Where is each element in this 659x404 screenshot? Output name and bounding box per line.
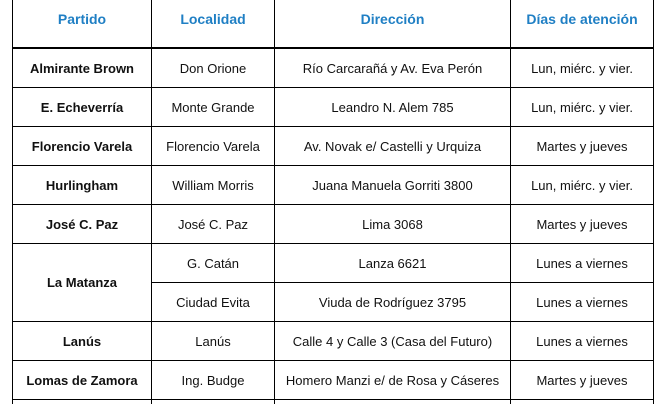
table-row (13, 166, 654, 205)
cell-dias: Lun, miérc. y vier. (511, 166, 654, 205)
cell-partido: José C. Paz (13, 205, 152, 244)
cell-direccion: Juana Manuela Gorriti 3800 (275, 166, 511, 205)
cell-partido: Almirante Brown (13, 48, 152, 88)
table-row (13, 361, 654, 400)
header-direccion: Dirección (275, 0, 511, 48)
cell-localidad: Don Orione (152, 48, 275, 88)
cell-partido: Hurlingham (13, 166, 152, 205)
cell-direccion: Calle 4 y Calle 3 (Casa del Futuro) (275, 322, 511, 361)
cell-partido: E. Echeverría (13, 88, 152, 127)
cell-direccion: Lanza 6621 (275, 244, 511, 283)
table-row (13, 322, 654, 361)
cell-partido (13, 400, 152, 404)
cell-dias: Lunes a viernes (511, 322, 654, 361)
table-row (13, 48, 654, 88)
cell-dias (511, 400, 654, 404)
table-row (13, 127, 654, 166)
cell-partido: Florencio Varela (13, 127, 152, 166)
cell-localidad: Ing. Budge (152, 361, 275, 400)
cell-localidad: Ciudad Evita (152, 283, 275, 322)
cell-dias: Lun, miérc. y vier. (511, 48, 654, 88)
cell-localidad: G. Catán (152, 244, 275, 283)
cell-dias: Martes y jueves (511, 205, 654, 244)
cell-partido: Lanús (13, 322, 152, 361)
cell-dias: Lunes a viernes (511, 283, 654, 322)
table-row (13, 205, 654, 244)
cell-localidad: José C. Paz (152, 205, 275, 244)
cell-direccion: Homero Manzi e/ de Rosa y Cáseres (275, 361, 511, 400)
cell-direccion: Av. Novak e/ Castelli y Urquiza (275, 127, 511, 166)
table-row (13, 88, 654, 127)
cell-direccion: Lima 3068 (275, 205, 511, 244)
cell-direccion: Viuda de Rodríguez 3795 (275, 283, 511, 322)
cell-localidad (152, 400, 275, 404)
cell-localidad: Monte Grande (152, 88, 275, 127)
cell-localidad: William Morris (152, 166, 275, 205)
header-dias: Días de atención (511, 0, 654, 48)
cell-dias: Martes y jueves (511, 361, 654, 400)
cell-direccion: Leandro N. Alem 785 (275, 88, 511, 127)
cell-dias: Lun, miérc. y vier. (511, 88, 654, 127)
cell-direccion (275, 400, 511, 404)
cell-dias: Martes y jueves (511, 127, 654, 166)
header-partido: Partido (13, 0, 152, 48)
cell-partido: Lomas de Zamora (13, 361, 152, 400)
header-localidad: Localidad (152, 0, 275, 48)
locations-table (12, 0, 654, 404)
table-container (12, 0, 659, 404)
table-row (13, 244, 654, 283)
cell-dias: Lunes a viernes (511, 244, 654, 283)
header-row (13, 0, 654, 48)
cell-partido: La Matanza (13, 244, 152, 322)
cell-localidad: Florencio Varela (152, 127, 275, 166)
cell-localidad: Lanús (152, 322, 275, 361)
table-row (13, 400, 654, 404)
cell-direccion: Río Carcarañá y Av. Eva Perón (275, 48, 511, 88)
